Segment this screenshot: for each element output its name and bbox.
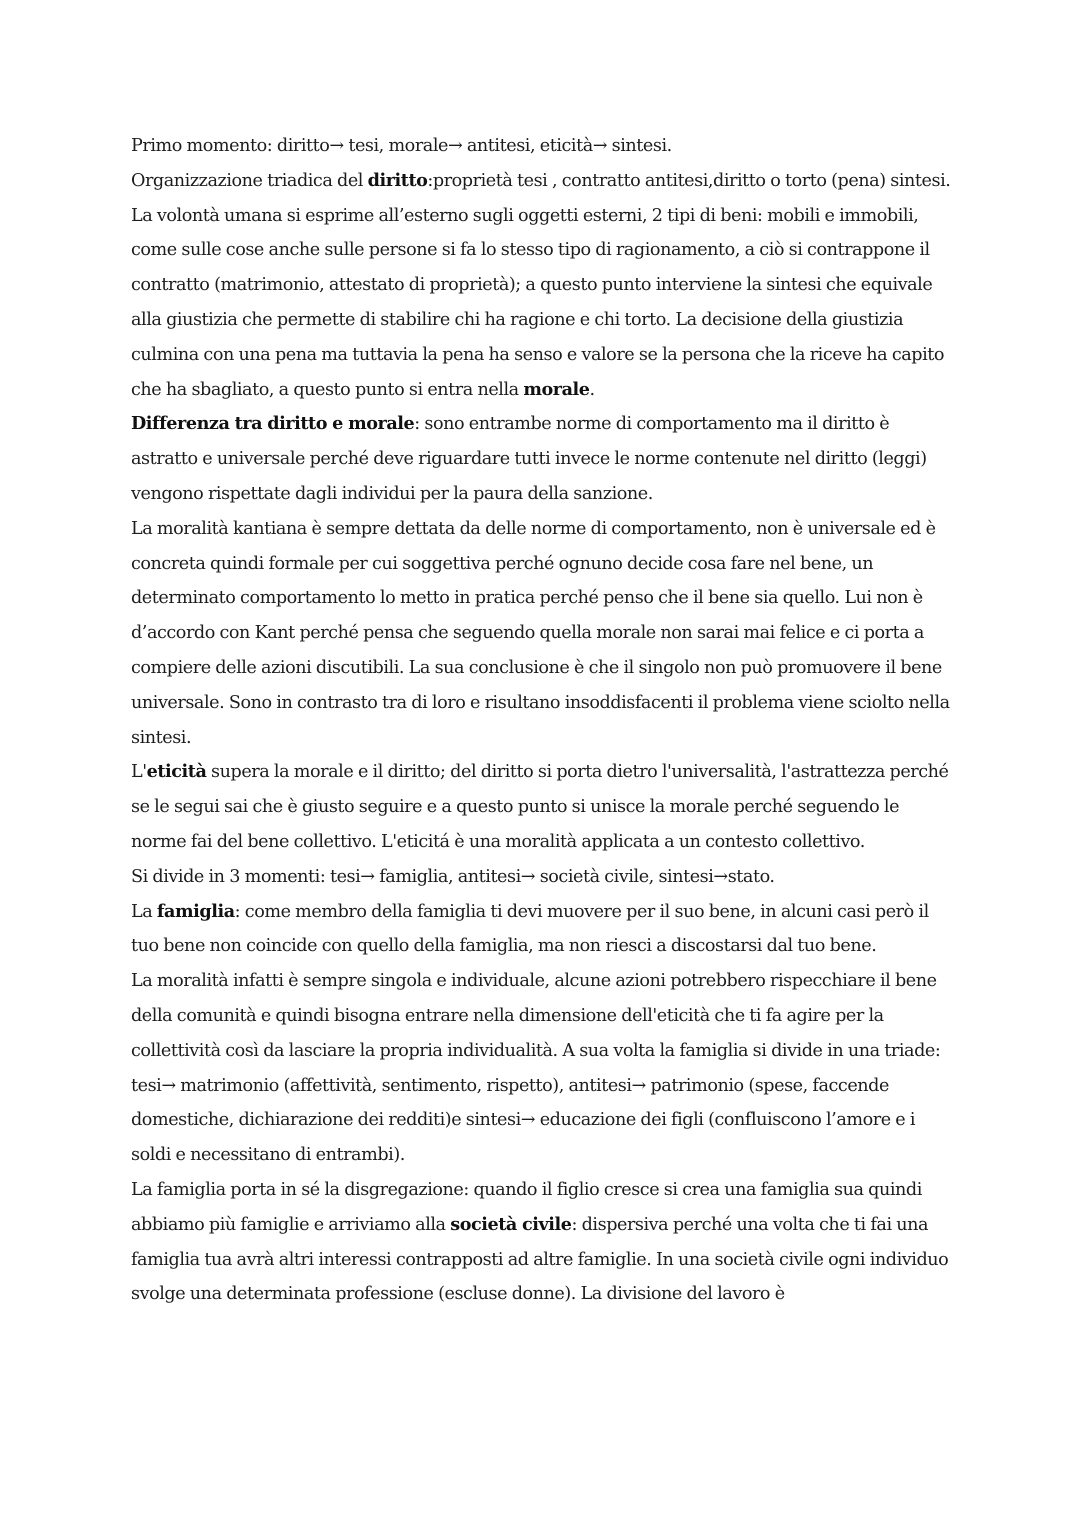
paragraph-text: . bbox=[589, 379, 595, 400]
bold-term-famiglia: famiglia bbox=[156, 900, 235, 922]
paragraph-text: La moralità infatti è sempre singola e individuale, alcune azioni potrebbero rispecchiare il bene della comunità e quindi bisogna entrare nella dimensione dell'eticità che ti fa agire per la collettività così da lasciare la propria individualità. A sua volta la famiglia si divide in una triade: tesi→ matrimonio (affettività, sentimento, rispetto), antitesi→ patrimonio (spese, faccende domestiche, dichiarazione dei redditi)e sintesi→ educazione dei figli (confluiscono l’amore e i soldi e necessitano di entrambi). bbox=[131, 971, 941, 1166]
bold-term-diritto: diritto bbox=[367, 169, 428, 191]
paragraph-text: La moralità kantiana è sempre dettata da delle norme di comportamento, non è universale ed è concreta quindi formale per cui soggettiva perché ognuno decide cosa fare nel bene, un determinato comportamento lo metto in pratica perché penso che il bene sia quello. Lui non è d’accordo con Kant perché pensa che seguendo quella morale non sarai mai felice e ci porta a compiere delle azioni discutibili. La sua conclusione è che il singolo non può promuovere il bene universale. Sono in contrasto tra di loro e risultano insoddisfacenti il problema viene sciolto nella sintesi. bbox=[131, 518, 950, 748]
paragraph-text: : come membro della famiglia ti devi muovere per il suo bene, in alcuni casi però il tuo bene non coincide con quello della famiglia, ma non riesci a discostarsi dal tuo bene. bbox=[131, 901, 929, 957]
paragraph-volonta-umana bbox=[131, 199, 953, 408]
paragraph-text: Primo momento: diritto→ tesi, morale→ antitesi, eticità→ sintesi. bbox=[131, 136, 672, 156]
paragraph-text: Si divide in 3 momenti: tesi→ famiglia, antitesi→ società civile, sintesi→stato. bbox=[131, 866, 775, 887]
paragraph-eticita bbox=[131, 755, 953, 859]
paragraph-moralita-kantiana bbox=[131, 512, 953, 756]
paragraph-text: : sono entrambe norme di comportamento ma il diritto è astratto e universale perché deve riguardare tutti invece le norme contenute nel diritto (leggi) vengono rispettate dagli individui per la paura della sanzione. bbox=[131, 414, 927, 504]
paragraph-text: La volontà umana si esprime all’esterno sugli oggetti esterni, 2 tipi di beni: mobili e immobili, come sulle cose anche sulle persone si fa lo stesso tipo di ragionamento, a ciò si contrappone il contratto (matrimonio, attestato di proprietà); a questo punto interviene la sintesi che equivale alla giustizia che permette di stabilire chi ha ragione e chi torto. La decisione della giustizia culmina con una pena ma tuttavia la pena ha senso e valore se la persona che la riceve ha capito che ha sbagliato, a questo punto si entra nella bbox=[131, 205, 945, 400]
paragraph-societa-civile bbox=[131, 1173, 953, 1312]
paragraph-text: La famiglia porta in sé la disgregazione: quando il figlio cresce si crea una famiglia sua quindi abbiamo più famiglie e arriviamo alla bbox=[131, 1179, 922, 1235]
paragraph-organizzazione-diritto bbox=[131, 164, 953, 199]
paragraph-text: : dispersiva perché una volta che ti fai una famiglia tua avrà altri interessi contrapposti ad altre famiglie. In una società civile ogni individuo svolge una determinata professione (escluse donne). La divisione del lavoro è bbox=[131, 1214, 949, 1305]
paragraph-text: La bbox=[131, 901, 157, 922]
bold-term-societa-civile: società civile bbox=[450, 1213, 572, 1235]
paragraph-text: supera la morale e il diritto; del diritto si porta dietro l'universalità, l'astrattezza perché se le segui sai che è giusto seguire e a questo punto si unisce la morale perché seguendo le norme fai del bene collettivo. L'eticitá è una moralità applicata a un contesto collettivo. bbox=[131, 762, 949, 852]
paragraph-text: :proprietà tesi , contratto antitesi,diritto o torto (pena) sintesi. bbox=[427, 170, 951, 191]
document-page bbox=[131, 129, 953, 1312]
paragraph-famiglia bbox=[131, 895, 953, 965]
paragraph-text: Organizzazione triadica del bbox=[131, 170, 368, 191]
paragraph-text: L' bbox=[131, 762, 147, 783]
paragraph-tre-momenti bbox=[131, 860, 953, 895]
paragraph-moralita-individuale bbox=[131, 964, 953, 1173]
bold-term-differenza: Differenza tra diritto e morale bbox=[131, 413, 415, 435]
paragraph-primo-momento bbox=[131, 129, 953, 164]
bold-term-morale: morale bbox=[523, 378, 590, 400]
bold-term-eticita: eticità bbox=[146, 761, 207, 783]
paragraph-differenza bbox=[131, 407, 953, 511]
